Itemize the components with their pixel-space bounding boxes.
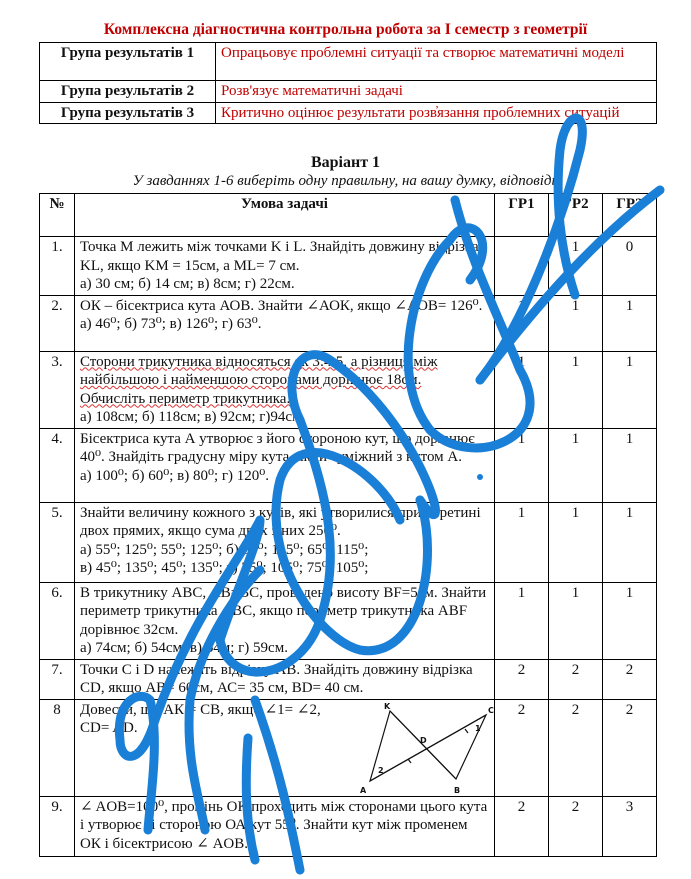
diagram-label-2: 2 xyxy=(378,765,384,775)
task-number: 9. xyxy=(40,796,75,856)
task-gr2: 1 xyxy=(549,295,603,351)
task-gr1: 1 xyxy=(495,295,549,351)
task-gr2: 1 xyxy=(549,428,603,502)
task-condition xyxy=(75,295,495,351)
geometry-diagram xyxy=(348,701,498,796)
task-text-line: Сторони трикутника відносяться як 3:4:5, а різниця між найбільшою і найменшою сторонами дорівнює 18см. Обчисліть периметр трикутника. xyxy=(80,353,438,407)
task-row xyxy=(40,699,657,796)
task-number: 7. xyxy=(40,659,75,699)
group-row xyxy=(40,102,657,124)
task-gr1: 1 xyxy=(495,428,549,502)
task-gr3: 3 xyxy=(603,796,657,856)
group-row xyxy=(40,43,657,81)
header-num: № xyxy=(40,194,75,237)
diagram-label-c: C xyxy=(488,705,494,715)
task-row xyxy=(40,237,657,296)
task-gr3: 1 xyxy=(603,295,657,351)
task-row xyxy=(40,295,657,351)
task-gr3: 2 xyxy=(603,699,657,796)
task-text-line: а) 74см; б) 54см; в) 64м; г) 59см. xyxy=(80,640,288,656)
task-text-line: а) 100⁰; б) 60⁰; в) 80⁰; г) 120⁰. xyxy=(80,467,270,484)
task-gr3: 1 xyxy=(603,428,657,502)
task-gr2: 1 xyxy=(549,582,603,659)
task-text-line: в) 45⁰; 135⁰; 45⁰; 135⁰; г) 75⁰; 105⁰; 75⁰; 105⁰; xyxy=(80,560,369,576)
task-text-line: Точка М лежить між точками K і L. Знайдіть довжину відрізка KL, якщо KM = 15см, а ML= 7 см. xyxy=(80,239,479,274)
diagram-label-k: K xyxy=(384,701,391,711)
task-gr3: 1 xyxy=(603,502,657,582)
header-gr3: ГР3 xyxy=(603,194,657,237)
task-number: 4. xyxy=(40,428,75,502)
task-gr3: 1 xyxy=(603,582,657,659)
task-number: 5. xyxy=(40,502,75,582)
task-text-line: CD= AD. xyxy=(80,720,138,736)
task-gr2: 2 xyxy=(549,659,603,699)
task-gr2: 1 xyxy=(549,502,603,582)
task-text-line: а) 55⁰; 125⁰; 55⁰; 125⁰; б) 65⁰; 115⁰; 65⁰; 115⁰; xyxy=(80,541,369,558)
task-condition xyxy=(75,699,495,796)
task-number: 6. xyxy=(40,582,75,659)
task-gr2: 1 xyxy=(549,237,603,296)
task-text-line: Знайти величину кожного з кутів, які утворилися при перетині двох прямих, якщо сума двох з них 250⁰. xyxy=(80,504,481,539)
diagram-label-b: B xyxy=(454,785,461,795)
task-text-line: ∠ AOB=100⁰, промінь ОК проходить між сторонами цього кута і утворює зі стороною ОА кут 55⁰. Знайти кут між променем ОК і бісектрисою ∠ AOB. xyxy=(80,798,488,852)
group-label: Група результатів 1 xyxy=(40,43,216,81)
task-number: 1. xyxy=(40,237,75,296)
task-condition xyxy=(75,502,495,582)
task-condition xyxy=(75,428,495,502)
group-description: Критично оцінює результати розв҆язання проблемних ситуацій xyxy=(216,102,657,124)
diagram-label-1: 1 xyxy=(475,723,481,733)
tasks-table xyxy=(39,193,657,857)
result-groups-table xyxy=(39,42,657,124)
group-label: Група результатів 2 xyxy=(40,81,216,103)
task-condition xyxy=(75,659,495,699)
task-text-line: Точки С і D належать відрізку АВ. Знайдіть довжину відрізка CD, якщо АВ= 60см, АС= 35 см, BD= 40 см. xyxy=(80,661,473,696)
header-gr2: ГР2 xyxy=(549,194,603,237)
header-gr1: ГР1 xyxy=(495,194,549,237)
group-label: Група результатів 3 xyxy=(40,102,216,124)
task-gr3: 1 xyxy=(603,351,657,428)
task-gr1: 2 xyxy=(495,659,549,699)
task-text-line: Довести, що АК = СВ, якщо ∠1= ∠2, xyxy=(80,701,321,718)
task-gr2: 2 xyxy=(549,699,603,796)
diagram-label-a: A xyxy=(360,785,367,795)
task-gr2: 1 xyxy=(549,351,603,428)
task-row xyxy=(40,796,657,856)
header-row xyxy=(40,194,657,237)
document-title: Комплексна діагностична контрольна робота за І семестр з геометрії xyxy=(103,21,588,38)
group-row xyxy=(40,81,657,103)
diagram-label-d: D xyxy=(420,735,427,745)
task-gr1: 1 xyxy=(495,351,549,428)
task-number: 8 xyxy=(40,699,75,796)
task-condition xyxy=(75,582,495,659)
group-description: Опрацьовує проблемні ситуації та створює математичні моделі xyxy=(216,43,657,81)
task-row xyxy=(40,582,657,659)
task-number: 3. xyxy=(40,351,75,428)
task-text-line: В трикутнику АВС, АВ=ВС, проведено висоту BF=5см. Знайти периметр трикутника АВС, якщо периметр трикутника ABF дорівнює 32см. xyxy=(80,584,487,638)
task-gr1: 2 xyxy=(495,796,549,856)
task-condition xyxy=(75,351,495,428)
task-gr1: 1 xyxy=(495,502,549,582)
task-condition xyxy=(75,796,495,856)
task-gr3: 0 xyxy=(603,237,657,296)
task-row xyxy=(40,428,657,502)
instruction-text: У завданнях 1-6 виберіть одну правильну, на вашу думку, відповідь xyxy=(132,173,559,189)
header-condition: Умова задачі xyxy=(75,194,495,237)
task-text-line: а) 108см; б) 118см; в) 92см; г)94см. xyxy=(80,409,306,425)
task-gr1: 1 xyxy=(495,582,549,659)
task-row xyxy=(40,659,657,699)
task-gr1 xyxy=(495,237,549,296)
task-text-line: а) 46⁰; б) 73⁰; в) 126⁰; г) 63⁰. xyxy=(80,316,262,332)
task-gr3: 2 xyxy=(603,659,657,699)
task-gr2: 2 xyxy=(549,796,603,856)
task-text-line: ОК – бісектриса кута АОВ. Знайти ∠АОК, якщо ∠АОВ= 126⁰. xyxy=(80,297,483,314)
task-number: 2. xyxy=(40,295,75,351)
task-row xyxy=(40,502,657,582)
task-row xyxy=(40,351,657,428)
variant-heading: Варіант 1 xyxy=(310,154,381,171)
task-text-line: а) 30 см; б) 14 см; в) 8см; г) 22см. xyxy=(80,276,295,292)
task-condition xyxy=(75,237,495,296)
task-text-line: Бісектриса кута А утворює з його стороною кут, що дорівнює 40⁰. Знайдіть градусну міру кута, який суміжний з кутом А. xyxy=(80,430,475,465)
group-description: Розв'язує математичні задачі xyxy=(216,81,657,103)
task-gr1: 2 xyxy=(495,699,549,796)
